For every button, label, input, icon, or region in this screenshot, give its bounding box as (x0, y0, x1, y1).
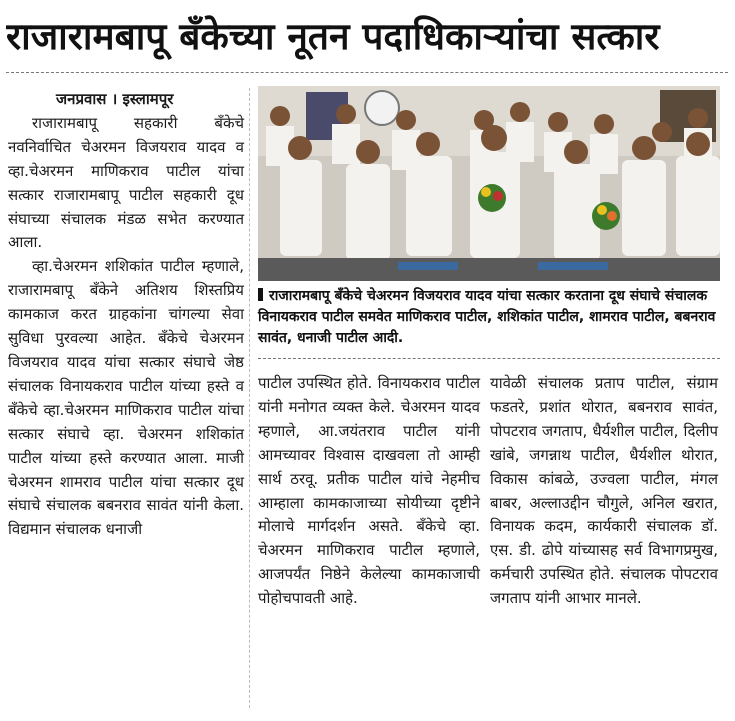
headline: राजारामबापू बँकेच्या नूतन पदाधिकाऱ्यांचा सत्कार (6, 15, 660, 58)
article-paragraph-2: व्हा.चेअरमन शशिकांत पाटील म्हणाले, राजारामबापू बँकेने अतिशय शिस्तप्रिय कामकाज करत ग्राहकांना चांगल्या सेवा सुविधा पुरवल्या आहेत. बँकेचे चेअरमन विजयराव यादव यांचा सत्कार संघाचे जेष्ठ संचालक विनायकराव पाटील यांच्या हस्ते व बँकेचे व्हा.चेअरमन माणिकराव पाटील यांचा सत्कार संघाचे व्हा. चेअरमन शशिकांत पाटील यांच्या हस्ते करण्यात आला. माजी चेअरमन शामराव पाटील यांचा सत्कार दूध संघाचे संचालक बबनराव सावंत यांनी केला. विद्यमान संचालक धनाजी (8, 257, 244, 539)
article-paragraph-1: राजारामबापू सहकारी बँकेचे नवनिर्वाचित चेअरमन विजयराव यादव व व्हा.चेअरमन माणिकराव पाटील यांचा सत्कार राजारामबापू पाटील सहकारी दूध संघाच्या संचालक मंडळ सभेत करण्यात आला. (8, 113, 244, 252)
caption-marker (258, 288, 263, 301)
article-paragraph-4: यावेळी संचालक प्रताप पाटील, संग्राम फडतरे, प्रशांत थोरात, बबनराव सावंत, पोपटराव जगताप, धैर्यशील पाटील, दिलीप खांबे, जगन्नाथ पाटील, धैर्यशील थोरात, विकास कांबळे, उज्वला पाटील, मंगल बाबर, अल्लाउद्दीन चौगुले, अनिल खरात, विनायक कदम, कार्यकारी संचालक डॉ. एस. डी. ढोपे यांच्यासह सर्व विभागप्रमुख, कर्मचारी उपस्थित होते. संचालक पोपटराव जगताप यांनी आभार मानले. (490, 374, 718, 608)
dateline: जनप्रवास । इस्लामपूर (56, 90, 174, 108)
news-photo (258, 86, 720, 281)
photo-caption-text: राजारामबापू बँकेचे चेअरमन विजयराव यादव यांचा सत्कार करताना दूध संघाचे संचालक विनायकराव पाटील समवेत माणिकराव पाटील, शशिकांत पाटील, शामराव पाटील, बबनराव सावंत, धनाजी पाटील आदी. (258, 288, 716, 346)
news-photo-illustration (258, 86, 720, 281)
headline-rule (6, 72, 728, 73)
article-column-3 (490, 372, 718, 611)
article-column-2 (258, 372, 480, 611)
article-column-1 (8, 88, 244, 542)
column-divider (249, 88, 250, 708)
caption-rule (258, 358, 720, 359)
article-paragraph-3: पाटील उपस्थित होते. विनायकराव पाटील यांनी मनोगत व्यक्त केले. चेअरमन यादव म्हणाले, आ.जयंतराव पाटील यांनी आमच्यावर विश्वास दाखवला तो आम्ही सार्थ ठरवू. प्रतीक पाटील यांचे नेहमीच आम्हाला कामकाजाच्या सोयीच्या दृष्टीने मोलाचे मार्गदर्शन असते. बँकेचे व्हा. चेअरमन माणिकराव पाटील म्हणाले, आजपर्यंत निष्ठेने केलेल्या कामकाजाची पोहोचपावती आहे. (258, 374, 480, 608)
photo-caption (258, 286, 718, 349)
